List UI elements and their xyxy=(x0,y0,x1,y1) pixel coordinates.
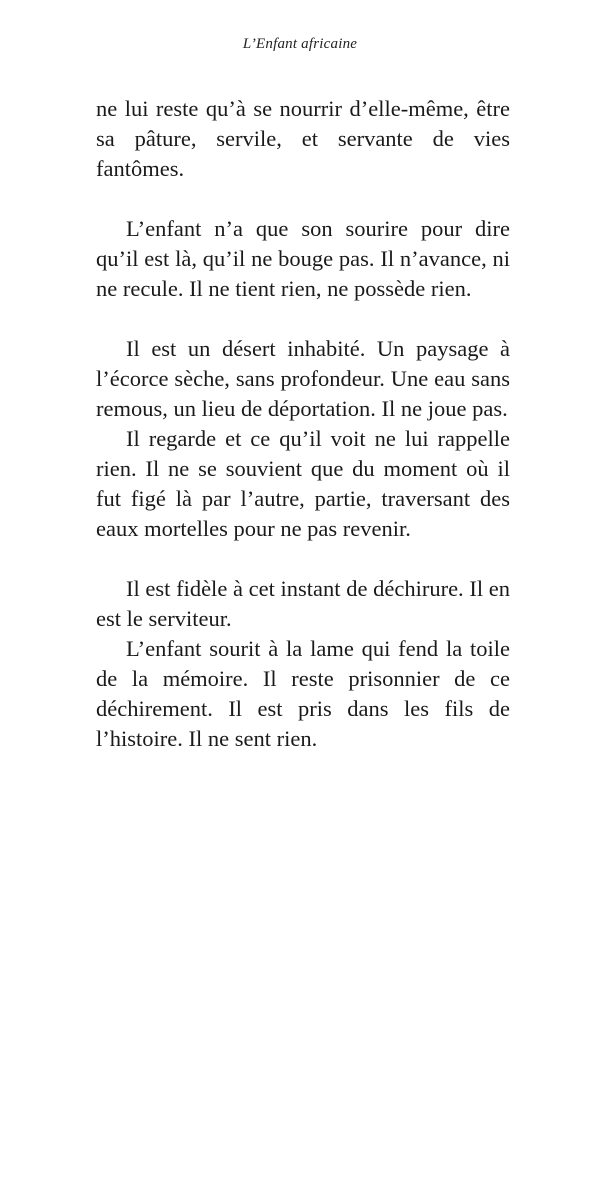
running-header-title: L’Enfant africaine xyxy=(242,36,358,52)
paragraph-4: Il regarde et ce qu’il voit ne lui rappelle rien. Il ne se souvient que du moment où il fut figé là par l’autre, partie, traversant des eaux mortelles pour ne pas revenir. xyxy=(96,426,510,541)
paragraph-5: Il est fidèle à cet instant de déchirure. Il en est le serviteur. xyxy=(96,576,510,631)
paragraph-3: Il est un désert inhabité. Un paysage à l’écorce sèche, sans profondeur. Une eau sans remous, un lieu de déportation. Il ne joue pas. xyxy=(96,336,510,421)
paragraph-2: L’enfant n’a que son sourire pour dire qu’il est là, qu’il ne bouge pas. Il n’avance, ni ne recule. Il ne tient rien, ne possède rien. xyxy=(96,216,510,301)
paragraph-spacer xyxy=(96,544,510,574)
paragraph-spacer xyxy=(96,304,510,334)
paragraph-6: L’enfant sourit à la lame qui fend la toile de la mémoire. Il reste prisonnier de ce déchirement. Il est pris dans les fils de l’histoire. Il ne sent rien. xyxy=(96,636,510,751)
paragraph-1: ne lui reste qu’à se nourrir d’elle-même, être sa pâture, servile, et servante de vies fantômes. xyxy=(96,96,510,181)
paragraph-spacer xyxy=(96,184,510,214)
page-body-text xyxy=(96,94,510,754)
